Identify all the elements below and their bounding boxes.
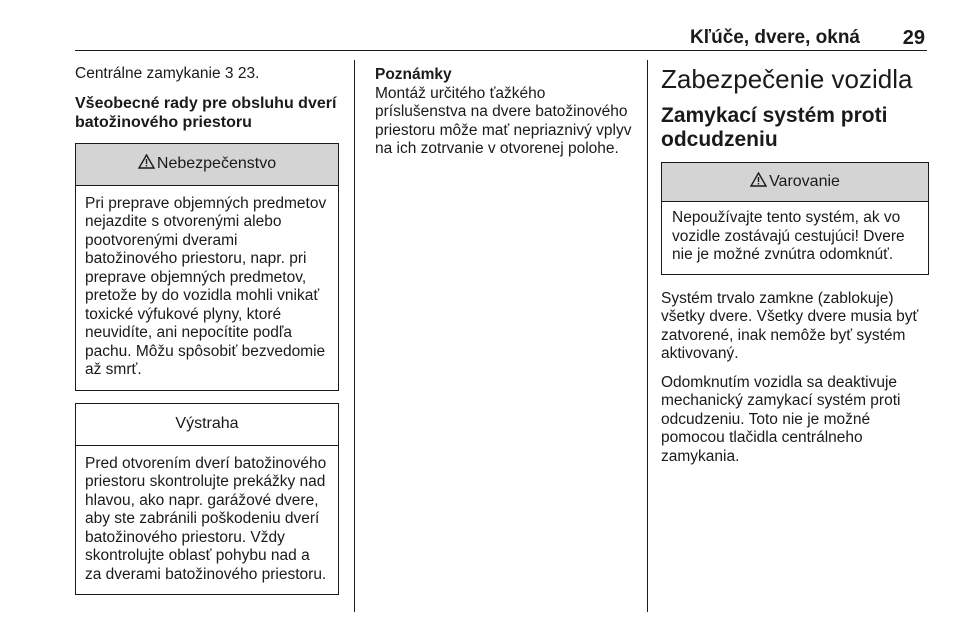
paragraph: Odomknutím vozidla sa deaktivuje mechanický zamykací systém proti odcudzeniu. Toto nie je možné pomocou tlačidla centrálneho zamykania. [661, 373, 901, 465]
warning-label: Varovanie [769, 173, 840, 190]
page-reference-link[interactable]: 3 23. [224, 65, 260, 82]
column-right [661, 64, 929, 476]
warning-triangle-icon [138, 154, 155, 174]
warning-triangle-icon [750, 172, 767, 192]
note-text: Montáž určitého ťažkého príslušenstva na dvere batožinového priestoru môže mať nepriaznivý vplyv na ich zotrvanie v otvorenej polohe. [375, 84, 632, 157]
intro-text [75, 65, 339, 84]
danger-label: Nebezpečenstvo [156, 155, 277, 172]
warning-box [661, 162, 929, 275]
danger-box-header [76, 144, 338, 186]
column-left [75, 65, 339, 595]
note-title: Poznámky [375, 66, 452, 83]
danger-text: Pri preprave objemných predmetov nejazdite s otvorenými alebo pootvorenými dverami batožinového priestoru, napr. pri preprave objemných predmetov, pretože by do vozidla mohli vnikať toxické výfukové plyny, ktoré neuvidíte, ani nepocítite podľa pachu. Môžu spôsobiť bezvedomie až smrť. [85, 194, 327, 378]
page-header-title: Kľúče, dvere, okná [690, 27, 860, 48]
caution-label: Výstraha [175, 415, 239, 432]
paragraph: Systém trvalo zamkne (zablokuje) všetky dvere. Všetky dvere musia byť zatvorené, inak nemôže byť systém aktivovaný. [661, 289, 919, 362]
column-middle [375, 66, 637, 159]
caution-text: Pred otvorením dverí batožinového priestoru skontrolujte prekážky nad hlavou, ako napr. garážové dvere, aby ste zabránili poškodeniu dverí batožinového priestoru. Vždy skontrolujte oblasť pohybu nad a za dverami batožinového priestoru. [85, 454, 327, 583]
section-title: Zabezpečenie vozidla [661, 64, 913, 94]
header-rule [75, 50, 927, 51]
warning-text: Nepoužívajte tento systém, ak vo vozidle zostávajú cestujúci! Dvere nie je možné zvnútra odomknúť. [672, 209, 905, 263]
intro-label: Centrálne zamykanie [75, 65, 221, 82]
subsection-title: Zamykací systém proti odcudzeniu [661, 104, 888, 151]
column-divider-left [354, 60, 355, 612]
caution-box [75, 403, 339, 596]
danger-box [75, 143, 339, 391]
subheading: Všeobecné rady pre obsluhu dverí batožinového priestoru [75, 94, 337, 131]
column-divider-right [647, 60, 648, 612]
warning-box-header [662, 163, 928, 202]
page-number: 29 [902, 27, 925, 49]
caution-box-header [76, 404, 338, 446]
